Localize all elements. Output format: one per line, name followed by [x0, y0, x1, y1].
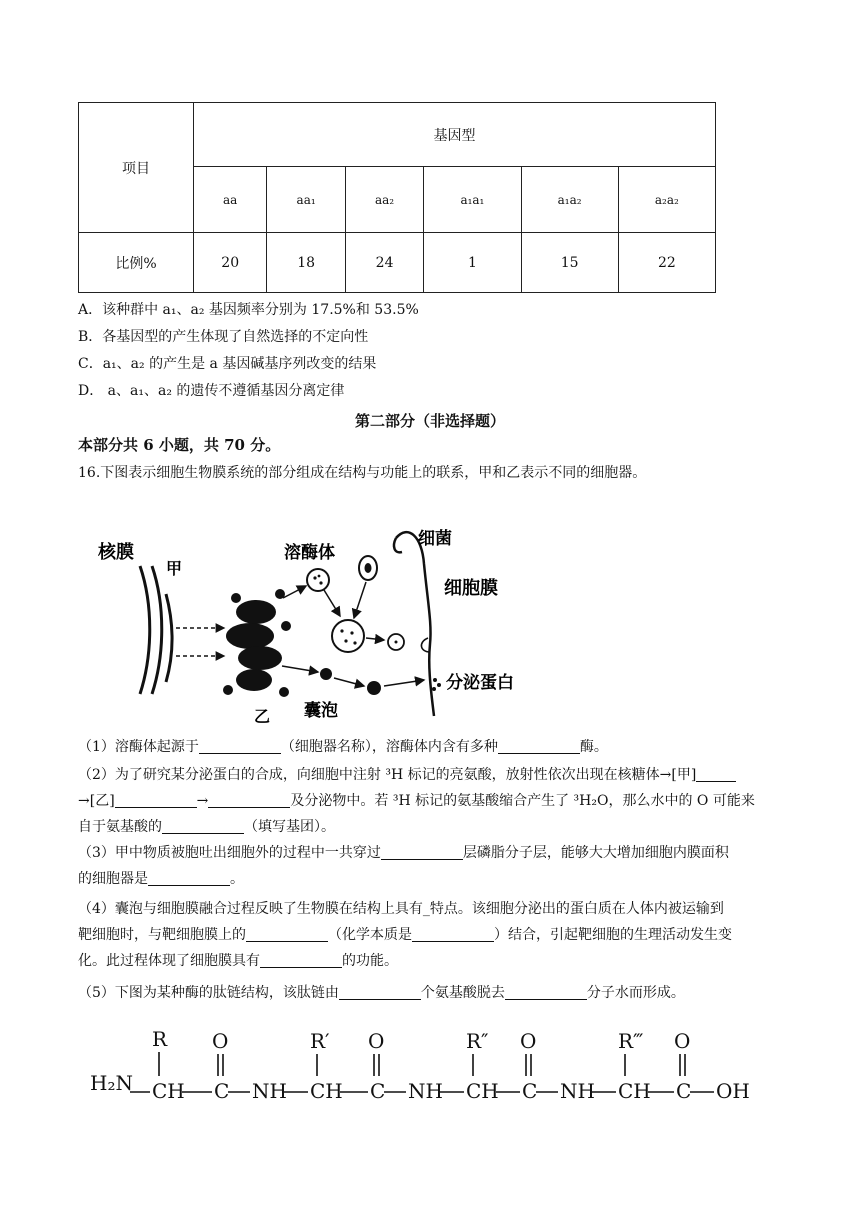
alpha-carbon: CH [466, 1079, 499, 1103]
genotype-table [78, 102, 716, 293]
genotype-cell: aa [194, 167, 267, 233]
carbonyl-carbon: C [676, 1079, 692, 1103]
oxygen: O [212, 1029, 229, 1053]
amide-nh: NH [252, 1079, 287, 1103]
amide-nh: NH [408, 1079, 443, 1103]
option-d: D． a、a₁、a₂ 的遗传不遵循基因分离定律 [78, 383, 345, 399]
ratio-cell: 1 [424, 233, 521, 293]
option-b: B．各基因型的产生体现了自然选择的不定向性 [78, 329, 369, 345]
oxygen: O [520, 1029, 537, 1053]
nuclear-membrane-shape [140, 566, 172, 694]
genotype-cell: aa₂ [345, 167, 423, 233]
r-group: R [152, 1027, 168, 1051]
answer-blank[interactable] [498, 737, 580, 754]
carbonyl-carbon: C [214, 1079, 230, 1103]
answer-blank[interactable] [381, 843, 463, 860]
ratio-cell: 18 [267, 233, 345, 293]
answer-blank[interactable] [696, 765, 736, 782]
label-lysosome: 溶酶体 [284, 543, 335, 563]
peptide-chain-structure [78, 1018, 768, 1118]
carbonyl-carbon: C [370, 1079, 386, 1103]
option-a: A．该种群中 a₁、a₂ 基因频率分别为 17.5%和 53.5% [78, 302, 419, 318]
question-16-part-5: （5）下图为某种酶的肽链结构，该肽链由 个氨基酸脱去 分子水而形成。 [78, 985, 685, 1001]
section-description: 本部分共 6 小题，共 70 分。 [78, 436, 281, 454]
phagolysosome-shape [332, 620, 364, 652]
cell-membrane-shape [396, 532, 434, 716]
label-cell-membrane: 细胞膜 [444, 578, 498, 599]
organelle-yi-shape [223, 589, 291, 697]
label-vesicle: 囊泡 [304, 701, 338, 721]
label-secreted-protein: 分泌蛋白 [446, 673, 514, 693]
lysosome-shape [307, 569, 329, 591]
row-label-ratio: 比例% [79, 233, 194, 293]
section-title: 第二部分（非选择题） [354, 412, 505, 430]
answer-blank[interactable] [162, 817, 244, 834]
vesicle-shape [367, 681, 381, 695]
answer-blank[interactable] [505, 983, 587, 1000]
question-16-part-1: （1）溶酶体起源于 （细胞器名称），溶酶体内含有多种 酶。 [78, 739, 608, 755]
table-header-genotype: 基因型 [194, 103, 716, 167]
answer-blank[interactable] [246, 925, 328, 942]
genotype-cell: a₁a₁ [424, 167, 521, 233]
oxygen: O [368, 1029, 385, 1053]
genotype-cell: aa₁ [267, 167, 345, 233]
r-group: R′ [310, 1029, 330, 1053]
answer-blank[interactable] [260, 951, 342, 968]
answer-blank[interactable] [199, 737, 281, 754]
r-group: R″ [466, 1029, 489, 1053]
r-group: R‴ [618, 1029, 644, 1053]
ratio-cell: 20 [194, 233, 267, 293]
ratio-cell: 15 [521, 233, 618, 293]
oxygen: O [674, 1029, 691, 1053]
alpha-carbon: CH [618, 1079, 651, 1103]
question-16-stem: 16.下图表示细胞生物膜系统的部分组成在结构与功能上的联系，甲和乙表示不同的细胞器。 [78, 465, 647, 481]
amino-terminus: H₂N [90, 1071, 133, 1095]
amide-nh: NH [560, 1079, 595, 1103]
ratio-cell: 22 [618, 233, 715, 293]
option-c: C．a₁、a₂ 的产生是 a 基因碱基序列改变的结果 [78, 356, 377, 372]
alpha-carbon: CH [152, 1079, 185, 1103]
membrane-system-diagram [78, 494, 558, 730]
question-16-part-4: （4）囊泡与细胞膜融合过程反映了生物膜在结构上具有_特点。该细胞分泌出的蛋白质在人体内被运输到 靶细胞时，与靶细胞膜上的 （化学本质是 ）结合，引起靶细胞的生理活动发生变 化。此过程体现了细胞膜具有 的功能。 [78, 901, 732, 969]
genotype-cell: a₁a₂ [521, 167, 618, 233]
label-yi: 乙 [254, 707, 271, 726]
question-16-part-3: （3）甲中物质被胞吐出细胞外的过程中一共穿过 层磷脂分子层，能够大大增加细胞内膜面积 的细胞器是 。 [78, 845, 729, 887]
label-bacteria: 细菌 [418, 529, 452, 549]
transport-arrows [176, 628, 224, 656]
answer-blank[interactable] [412, 925, 494, 942]
answer-blank[interactable] [115, 791, 197, 808]
answer-blank[interactable] [148, 869, 230, 886]
carboxyl-oh: OH [716, 1079, 750, 1103]
ratio-cell: 24 [345, 233, 423, 293]
alpha-carbon: CH [310, 1079, 343, 1103]
answer-blank[interactable] [339, 983, 421, 1000]
question-16-part-2: （2）为了研究某分泌蛋白的合成，向细胞中注射 ³H 标记的亮氨酸，放射性依次出现在核糖体→[甲] →[乙] → 及分泌物中。若 ³H 标记的氨基酸缩合产生了 ³H₂O，那么水中的 O 可能来 自于氨基酸的 （填写基团）。 [78, 767, 755, 835]
answer-blank[interactable] [208, 791, 290, 808]
vesicle-shape [320, 668, 332, 680]
label-nuclear-membrane: 核膜 [98, 542, 134, 563]
carbonyl-carbon: C [522, 1079, 538, 1103]
genotype-cell: a₂a₂ [618, 167, 715, 233]
label-jia: 甲 [166, 559, 183, 578]
table-header-item: 项目 [79, 103, 194, 233]
